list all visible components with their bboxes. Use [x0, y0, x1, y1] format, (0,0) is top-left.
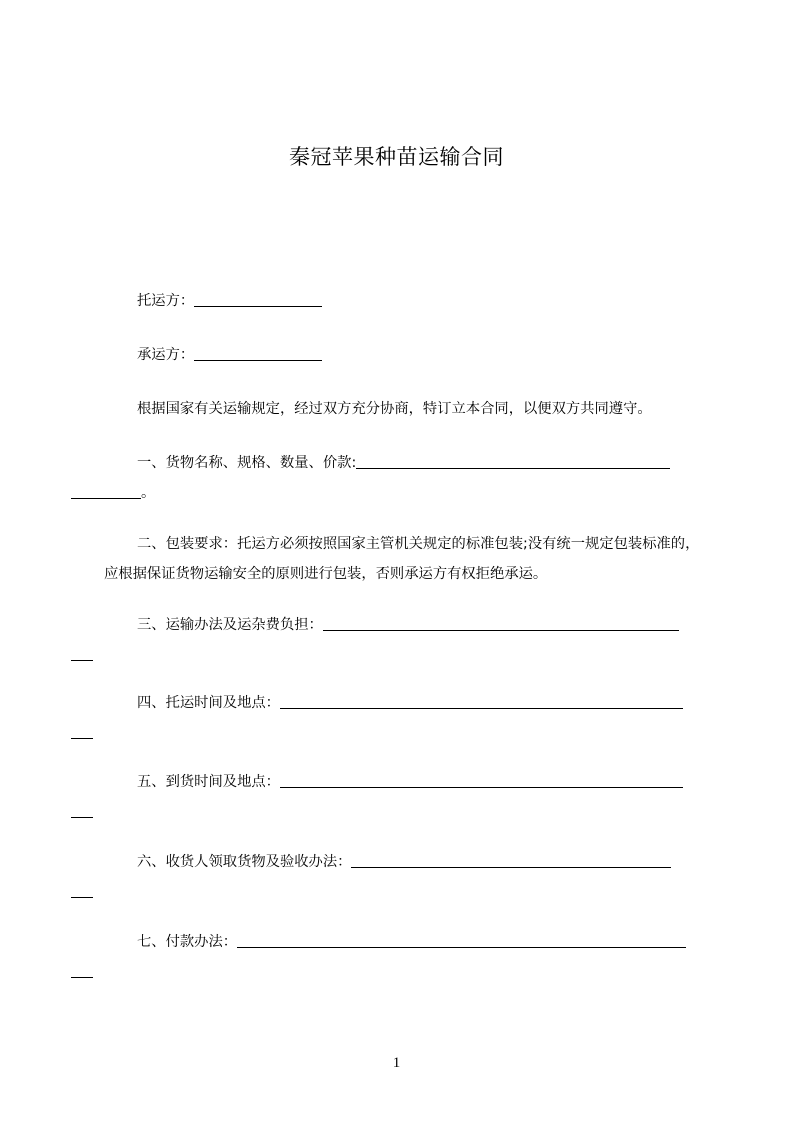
clause-5-blank[interactable]	[280, 771, 683, 788]
clause-6-label: 六、收货人领取货物及验收办法：	[137, 854, 352, 870]
clause-3-blank-continued[interactable]	[71, 644, 93, 661]
clause-1	[104, 448, 704, 508]
carrier-label: 承运方：	[137, 347, 195, 363]
clause-6-blank-continued[interactable]	[71, 881, 93, 898]
document-title: 秦冠苹果种苗运输合同	[289, 145, 504, 169]
clause-1-label: 一、货物名称、规格、数量、价款:	[137, 455, 357, 471]
clause-4-blank-continued[interactable]	[71, 722, 93, 739]
clause-4	[104, 688, 704, 748]
carrier-blank[interactable]	[194, 344, 322, 361]
clause-7-blank[interactable]	[237, 931, 686, 948]
clause-6-blank[interactable]	[351, 851, 671, 868]
clause-3	[104, 610, 704, 670]
shipper-line	[104, 286, 704, 316]
clause-7	[104, 927, 704, 987]
page-number: 1	[392, 1055, 401, 1071]
clause-5	[104, 767, 704, 827]
clause-4-label: 四、托运时间及地点：	[137, 695, 280, 711]
shipper-label: 托运方：	[137, 293, 195, 309]
clause-1-blank-continued[interactable]	[71, 482, 141, 499]
preamble-paragraph: 根据国家有关运输规定，经过双方充分协商，特订立本合同，以便双方共同遵守。	[137, 401, 652, 417]
clause-1-blank[interactable]	[356, 452, 670, 469]
clause-3-label: 三、运输办法及运杂费负担：	[137, 617, 323, 633]
shipper-blank[interactable]	[194, 290, 322, 307]
clause-6	[104, 847, 704, 907]
clause-7-blank-continued[interactable]	[71, 961, 93, 978]
clause-2: 二、包装要求：托运方必须按照国家主管机关规定的标准包装;没有统一规定包装标准的，应根据保证货物运输安全的原则进行包装，否则承运方有权拒绝承运。	[104, 536, 700, 582]
clause-1-end: 。	[141, 485, 156, 501]
clause-5-label: 五、到货时间及地点：	[137, 774, 280, 790]
carrier-line	[104, 340, 704, 370]
clause-3-blank[interactable]	[323, 614, 679, 631]
clause-5-blank-continued[interactable]	[71, 801, 93, 818]
clause-7-label: 七、付款办法：	[137, 934, 238, 950]
clause-4-blank[interactable]	[280, 692, 683, 709]
